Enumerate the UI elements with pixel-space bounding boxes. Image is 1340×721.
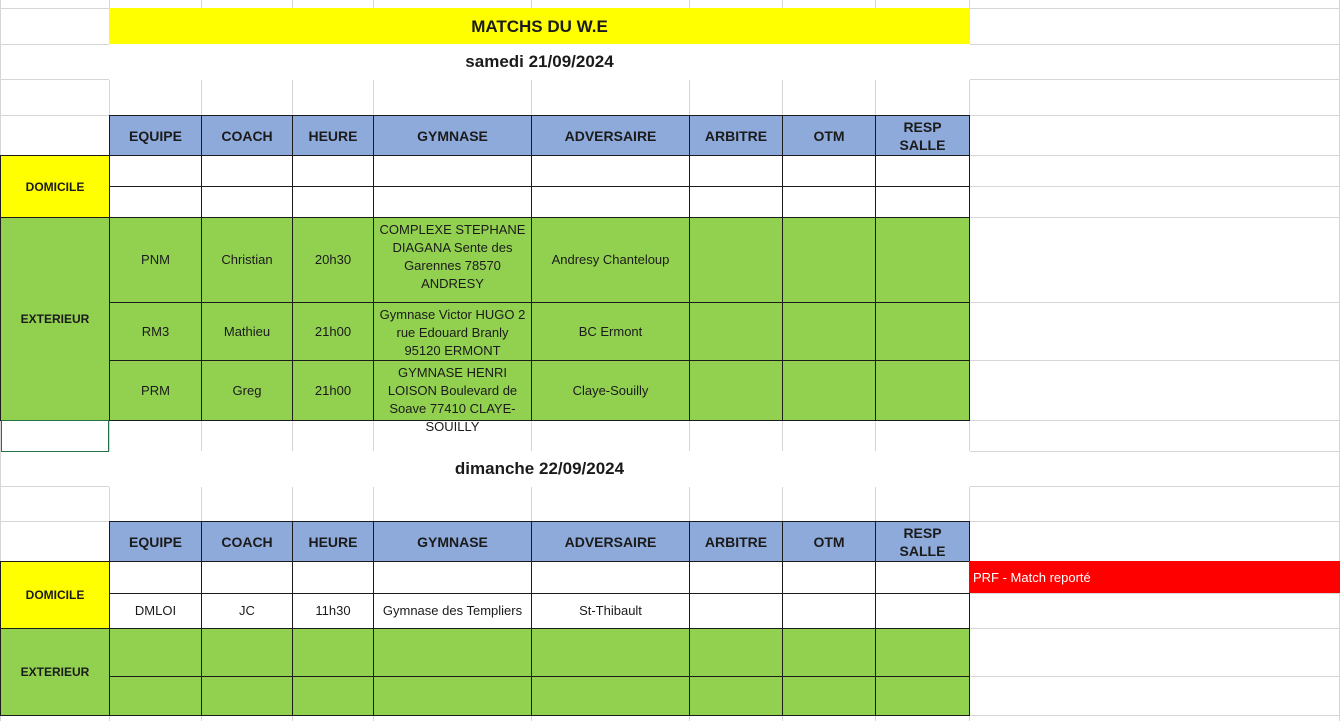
sunday-exterieur-cell[interactable] <box>531 628 690 677</box>
sunday-domicile-cell[interactable] <box>689 561 783 594</box>
sunday-exterieur-cell[interactable] <box>689 676 783 716</box>
saturday-exterieur-cell[interactable]: COMPLEXE STEPHANE DIAGANA Sente des Garennes 78570 ANDRESY <box>373 217 532 303</box>
saturday-domicile-cell[interactable] <box>782 155 876 187</box>
header-adversaire[interactable]: ADVERSAIRE <box>531 521 690 562</box>
sunday-title[interactable]: dimanche 22/09/2024 <box>109 451 970 487</box>
saturday-exterieur-cell[interactable] <box>782 217 876 303</box>
saturday-domicile-cell[interactable] <box>373 186 532 218</box>
saturday-exterieur-cell[interactable] <box>689 302 783 361</box>
saturday-domicile-cell[interactable] <box>292 155 374 187</box>
saturday-exterieur-cell[interactable]: 20h30 <box>292 217 374 303</box>
saturday-exterieur-cell[interactable]: 21h00 <box>292 302 374 361</box>
header-gymnase[interactable]: GYMNASE <box>373 521 532 562</box>
saturday-domicile-cell[interactable] <box>531 155 690 187</box>
sunday-exterieur-label[interactable]: EXTERIEUR <box>0 628 110 716</box>
sunday-exterieur-cell[interactable] <box>109 628 202 677</box>
sunday-exterieur-cell[interactable] <box>373 628 532 677</box>
saturday-exterieur-cell[interactable]: RM3 <box>109 302 202 361</box>
header-heure[interactable]: HEURE <box>292 521 374 562</box>
sunday-domicile-cell[interactable]: Gymnase des Templiers <box>373 593 532 629</box>
sunday-domicile-cell[interactable] <box>875 561 970 594</box>
selected-cell[interactable] <box>1 420 109 452</box>
saturday-domicile-cell[interactable] <box>875 186 970 218</box>
header-equipe[interactable]: EQUIPE <box>109 521 202 562</box>
sunday-domicile-cell[interactable]: JC <box>201 593 293 629</box>
saturday-title[interactable]: samedi 21/09/2024 <box>109 44 970 80</box>
header-resp-salle[interactable]: RESP SALLE <box>875 115 970 156</box>
saturday-exterieur-cell[interactable]: Andresy Chanteloup <box>531 217 690 303</box>
sunday-domicile-cell[interactable] <box>782 561 876 594</box>
header-otm[interactable]: OTM <box>782 521 876 562</box>
saturday-domicile-cell[interactable] <box>292 186 374 218</box>
saturday-domicile-cell[interactable] <box>782 186 876 218</box>
saturday-exterieur-cell[interactable]: Mathieu <box>201 302 293 361</box>
saturday-exterieur-cell[interactable]: BC Ermont <box>531 302 690 361</box>
header-coach[interactable]: COACH <box>201 521 293 562</box>
sunday-domicile-cell[interactable] <box>373 561 532 594</box>
saturday-exterieur-cell[interactable] <box>782 360 876 421</box>
saturday-exterieur-cell[interactable]: GYMNASE HENRI LOISON Boulevard de Soave 77410 CLAYE-SOUILLY <box>373 360 532 421</box>
sunday-domicile-cell[interactable] <box>689 593 783 629</box>
header-otm[interactable]: OTM <box>782 115 876 156</box>
match-postponed-note[interactable]: PRF - Match reporté <box>969 561 1340 593</box>
saturday-domicile-label[interactable]: DOMICILE <box>0 155 110 218</box>
sunday-domicile-cell[interactable] <box>292 561 374 594</box>
sunday-exterieur-cell[interactable] <box>292 628 374 677</box>
saturday-domicile-cell[interactable] <box>875 155 970 187</box>
sunday-exterieur-cell[interactable] <box>201 628 293 677</box>
sunday-domicile-label[interactable]: DOMICILE <box>0 561 110 629</box>
saturday-exterieur-cell[interactable]: PRM <box>109 360 202 421</box>
saturday-exterieur-cell[interactable] <box>782 302 876 361</box>
header-gymnase[interactable]: GYMNASE <box>373 115 532 156</box>
saturday-exterieur-cell[interactable] <box>689 360 783 421</box>
sunday-domicile-cell[interactable]: St-Thibault <box>531 593 690 629</box>
sunday-domicile-cell[interactable] <box>201 561 293 594</box>
saturday-domicile-cell[interactable] <box>201 155 293 187</box>
sunday-exterieur-cell[interactable] <box>373 676 532 716</box>
sunday-domicile-cell[interactable]: DMLOI <box>109 593 202 629</box>
saturday-exterieur-cell[interactable]: Christian <box>201 217 293 303</box>
header-resp-salle[interactable]: RESP SALLE <box>875 521 970 562</box>
sunday-exterieur-cell[interactable] <box>109 676 202 716</box>
saturday-exterieur-cell[interactable]: Greg <box>201 360 293 421</box>
saturday-domicile-cell[interactable] <box>531 186 690 218</box>
header-coach[interactable]: COACH <box>201 115 293 156</box>
sunday-exterieur-cell[interactable] <box>875 628 970 677</box>
sunday-domicile-cell[interactable] <box>782 593 876 629</box>
sunday-exterieur-cell[interactable] <box>782 628 876 677</box>
sunday-domicile-cell[interactable] <box>875 593 970 629</box>
sheet-banner-title[interactable]: MATCHS DU W.E <box>109 8 970 45</box>
saturday-exterieur-cell[interactable]: Gymnase Victor HUGO 2 rue Edouard Branly 95120 ERMONT <box>373 302 532 361</box>
saturday-exterieur-cell[interactable] <box>875 302 970 361</box>
header-adversaire[interactable]: ADVERSAIRE <box>531 115 690 156</box>
sunday-exterieur-cell[interactable] <box>292 676 374 716</box>
sunday-exterieur-cell[interactable] <box>531 676 690 716</box>
saturday-domicile-cell[interactable] <box>109 155 202 187</box>
saturday-domicile-cell[interactable] <box>109 186 202 218</box>
sunday-domicile-cell[interactable] <box>109 561 202 594</box>
header-equipe[interactable]: EQUIPE <box>109 115 202 156</box>
saturday-domicile-cell[interactable] <box>689 186 783 218</box>
sunday-exterieur-cell[interactable] <box>689 628 783 677</box>
header-heure[interactable]: HEURE <box>292 115 374 156</box>
saturday-domicile-cell[interactable] <box>689 155 783 187</box>
saturday-exterieur-cell[interactable]: 21h00 <box>292 360 374 421</box>
header-arbitre[interactable]: ARBITRE <box>689 521 783 562</box>
sunday-domicile-cell[interactable]: 11h30 <box>292 593 374 629</box>
sunday-domicile-cell[interactable] <box>531 561 690 594</box>
saturday-exterieur-label[interactable]: EXTERIEUR <box>0 217 110 421</box>
header-arbitre[interactable]: ARBITRE <box>689 115 783 156</box>
sunday-exterieur-cell[interactable] <box>782 676 876 716</box>
sunday-exterieur-cell[interactable] <box>875 676 970 716</box>
saturday-exterieur-cell[interactable]: PNM <box>109 217 202 303</box>
saturday-exterieur-cell[interactable]: Claye-Souilly <box>531 360 690 421</box>
saturday-domicile-cell[interactable] <box>201 186 293 218</box>
sunday-exterieur-cell[interactable] <box>201 676 293 716</box>
saturday-exterieur-cell[interactable] <box>875 360 970 421</box>
saturday-exterieur-cell[interactable] <box>875 217 970 303</box>
saturday-exterieur-cell[interactable] <box>689 217 783 303</box>
saturday-domicile-cell[interactable] <box>373 155 532 187</box>
